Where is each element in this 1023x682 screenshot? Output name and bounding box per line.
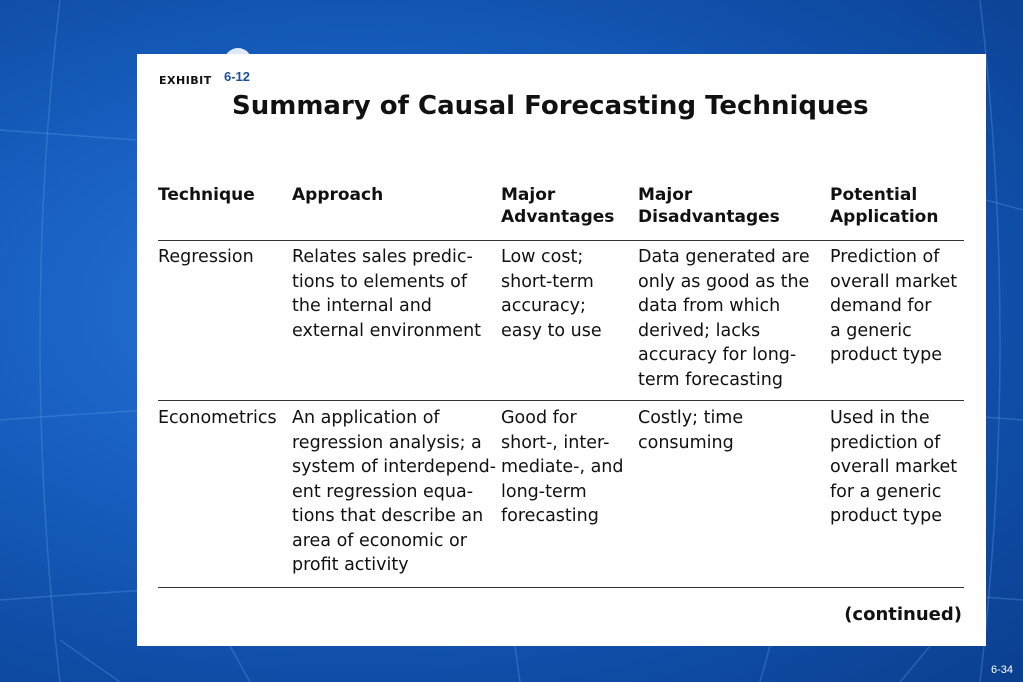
forecasting-table (158, 184, 964, 575)
header-application: Potential Application (830, 185, 939, 227)
cell-disadvantages: Data generated are only as good as the data from which derived; lacks accuracy for long- term forecasting (638, 247, 810, 390)
cell-technique: Regression (158, 247, 254, 267)
header-advantages: Major Advantages (501, 185, 615, 227)
exhibit-number: 6-12 (224, 69, 251, 84)
exhibit-title: Summary of Causal Forecasting Techniques (232, 91, 869, 121)
table-header-row (158, 184, 964, 234)
table-row (158, 245, 964, 395)
header-technique: Technique (158, 185, 255, 205)
table-row (158, 406, 964, 581)
header-disadvantages: Major Disadvantages (638, 185, 780, 227)
cell-approach: An application of regression analysis; a system of interdepend- ent regression equa- tions that describe an area of economic or profit activity (292, 408, 496, 575)
header-divider (158, 240, 964, 241)
cell-advantages: Good for short-, inter- mediate-, and long-term forecasting (501, 408, 624, 526)
exhibit-panel (137, 54, 986, 646)
cell-disadvantages: Costly; time consuming (638, 408, 744, 453)
cell-application: Used in the prediction of overall market for a generic product type (830, 408, 958, 526)
header-approach: Approach (292, 185, 384, 205)
cell-application: Prediction of overall market demand for a generic product type (830, 247, 958, 365)
slide-number: 6-34 (990, 664, 1013, 676)
cell-approach: Relates sales predic- tions to elements of the internal and external environment (292, 247, 482, 341)
table-bottom-rule (158, 587, 964, 588)
continued-label: (continued) (844, 604, 962, 625)
cell-technique: Econometrics (158, 408, 277, 428)
row-divider (158, 400, 964, 401)
cell-advantages: Low cost; short-term accuracy; easy to use (501, 247, 602, 341)
exhibit-label: EXHIBIT (159, 74, 212, 87)
